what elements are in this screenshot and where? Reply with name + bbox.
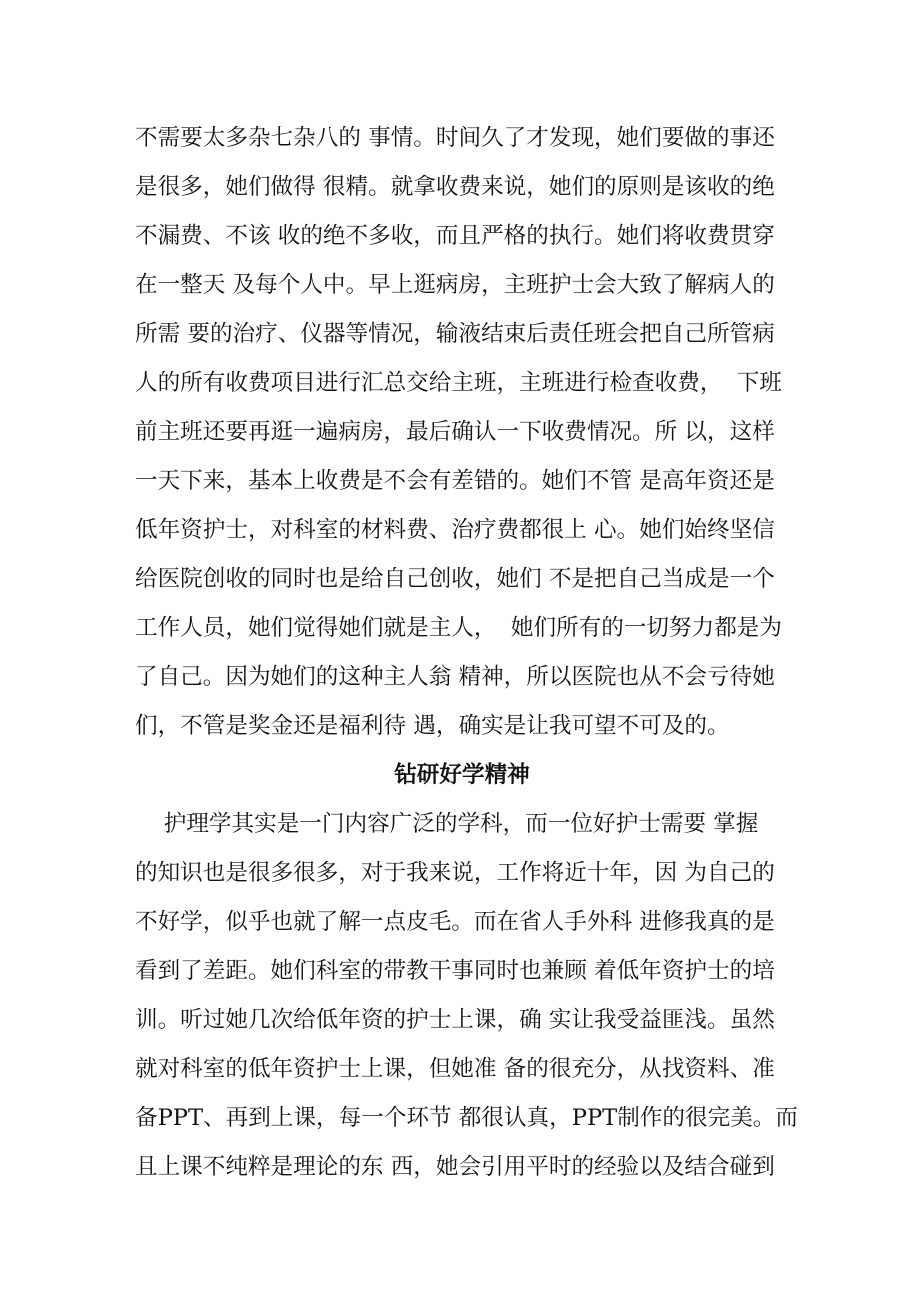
text-line: 不漏费、不该 收的绝不多收，而且严格的执行。她们将收费贯穿 (135, 223, 775, 249)
paragraph-1 (135, 114, 795, 751)
text-line: 且上课不纯粹是理论的东 西，她会引用平时的经验以及结合碰到 (135, 1154, 775, 1180)
text-line: 不需要太多杂七杂八的 事情。时间久了才发现，她们要做的事还 (135, 125, 775, 151)
text-line: 给医院创收的同时也是给自己创收，她们 不是把自己当成是一个 (135, 566, 775, 592)
text-line: 低年资护士，对科室的材料费、治疗费都很上 心。她们始终坚信 (135, 517, 775, 543)
text-line: 了自己。因为她们的这种主人翁 精神，所以医院也从不会亏待她 (135, 664, 775, 690)
text-line: 所需 要的治疗、仪器等情况，输液结束后责任班会把自己所管病 (135, 321, 775, 347)
text-line: 备PPT、再到上课，每一个环节 都很认真，PPT制作的很完美。而 (135, 1105, 798, 1131)
text-line: 前主班还要再逛一遍病房，最后确认一下收费情况。所 以，这样 (135, 419, 775, 445)
section-heading: 钻研好学精神 (394, 762, 530, 788)
text-line: 护理学其实是一门内容广泛的学科，而一位好护士需要 掌握 (135, 811, 759, 837)
text-line: 人的所有收费项目进行汇总交给主班，主班进行检查收费， 下班 (135, 370, 782, 396)
text-line: 工作人员，她们觉得她们就是主人， 她们所有的一切努力都是为 (135, 615, 782, 641)
document-page (135, 114, 798, 1192)
text-line: 的知识也是很多很多，对于我来说，工作将近十年，因 为自己的 (135, 860, 775, 886)
text-line: 一天下来，基本上收费是不会有差错的。她们不管 是高年资还是 (135, 468, 775, 494)
text-line: 不好学，似乎也就了解一点皮毛。而在省人手外科 进修我真的是 (135, 909, 775, 935)
paragraph-2 (135, 800, 798, 1192)
text-line: 就对科室的低年资护士上课，但她准 备的很充分，从找资料、准 (135, 1056, 775, 1082)
text-line: 是很多，她们做得 很精。就拿收费来说，她们的原则是该收的绝 (135, 174, 775, 200)
text-line: 训。听过她几次给低年资的护士上课，确 实让我受益匪浅。虽然 (135, 1007, 775, 1033)
text-line: 看到了差距。她们科室的带教干事同时也兼顾 着低年资护士的培 (135, 958, 775, 984)
text-line: 们，不管是奖金还是福利待 遇，确实是让我可望不可及的。 (135, 713, 730, 739)
text-line: 在一整天 及每个人中。早上逛病房，主班护士会大致了解病人的 (135, 272, 775, 298)
